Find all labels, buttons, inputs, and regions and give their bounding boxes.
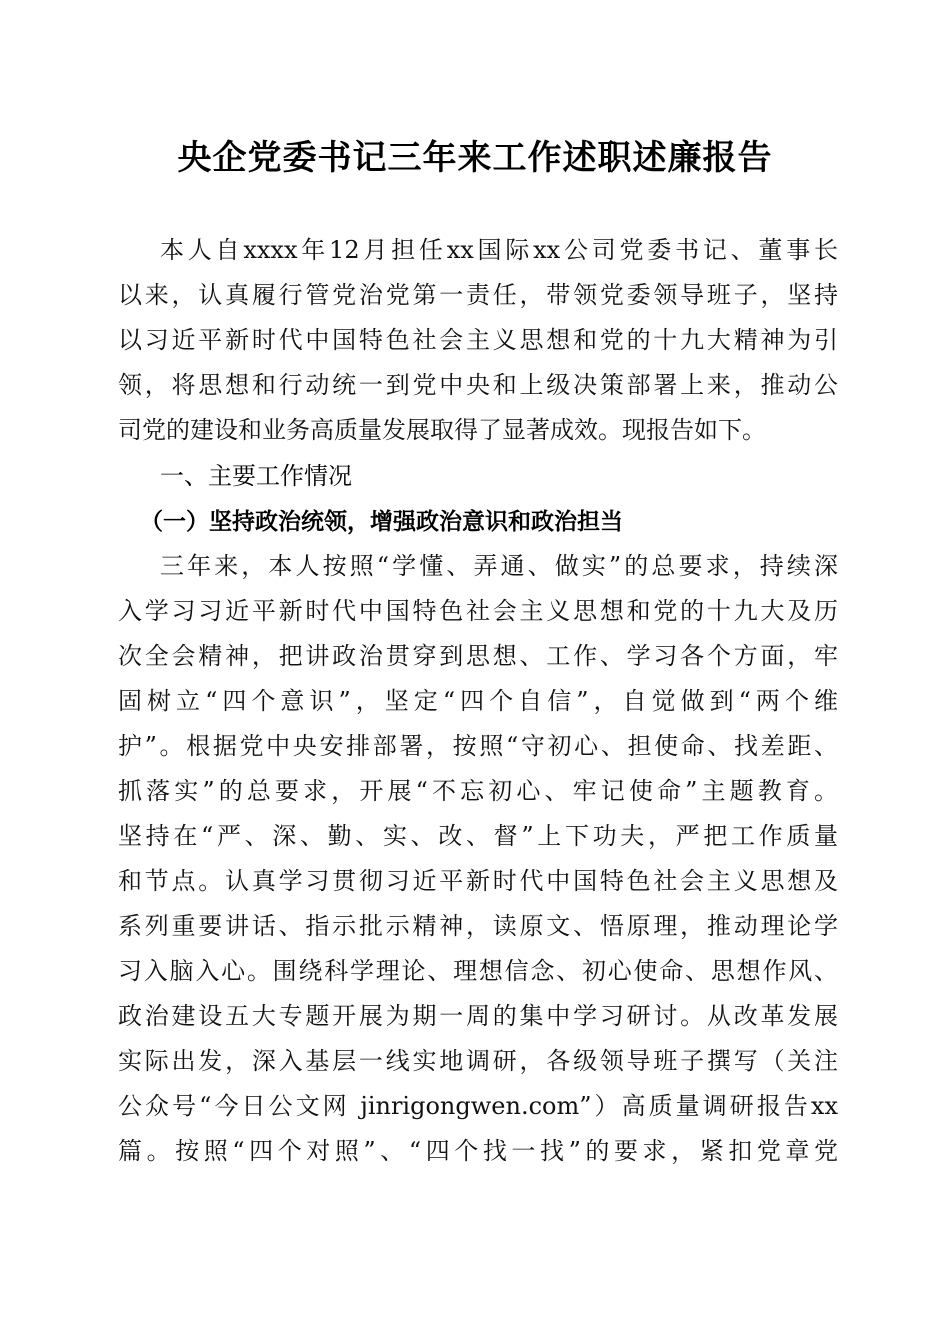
paragraph-line: 政治建设五大专题开展为期一周的集中学习研讨。从改革发展 [118, 1002, 838, 1030]
intro-line: 领，将思想和行动统一到党中央和上级决策部署上来，推动公 [118, 371, 838, 399]
paragraph-line: 抓落实”的总要求，开展“不忘初心、牢记使命”主题教育。 [118, 777, 838, 805]
intro-line: 以来，认真履行管党治党第一责任，带领党委领导班子，坚持 [118, 281, 838, 309]
section-heading: 一、主要工作情况 [160, 462, 352, 490]
intro-line: 司党的建设和业务高质量发展取得了显著成效。现报告如下。 [118, 416, 766, 444]
paragraph-line: 公众号“今日公文网 jinrigongwen.com”）高质量调研报告xx [118, 1092, 838, 1120]
paragraph-line: 坚持在“严、深、勤、实、改、督”上下功夫，严把工作质量 [118, 822, 838, 850]
paragraph-line: 篇。按照“四个对照”、“四个找一找”的要求，紧扣党章党 [118, 1137, 838, 1165]
paragraph-line: 实际出发，深入基层一线实地调研，各级领导班子撰写（关注 [118, 1047, 838, 1075]
paragraph-line: 固树立“四个意识”，坚定“四个自信”，自觉做到“两个维 [118, 687, 838, 715]
paragraph-line: 和节点。认真学习贯彻习近平新时代中国特色社会主义思想及 [118, 867, 838, 895]
paragraph-line: 次全会精神，把讲政治贯穿到思想、工作、学习各个方面，牢 [118, 642, 838, 670]
subsection-heading: （一）坚持政治统领，增强政治意识和政治担当 [140, 508, 623, 535]
section-paragraph [118, 544, 838, 1174]
paragraph-line: 三年来，本人按照“学懂、弄通、做实”的总要求，持续深 [160, 552, 838, 580]
intro-line: 本人自xxxx年12月担任xx国际xx公司党委书记、董事长 [160, 236, 838, 264]
paragraph-line: 系列重要讲话、指示批示精神，读原文、悟原理，推动理论学 [118, 912, 838, 940]
intro-line: 以习近平新时代中国特色社会主义思想和党的十九大精神为引 [118, 326, 838, 354]
intro-paragraph [118, 228, 838, 453]
paragraph-line: 护”。根据党中央安排部署，按照“守初心、担使命、找差距、 [118, 732, 838, 760]
paragraph-line: 习入脑入心。围绕科学理论、理想信念、初心使命、思想作风、 [118, 957, 838, 985]
paragraph-line: 入学习习近平新时代中国特色社会主义思想和党的十九大及历 [118, 597, 838, 625]
document-title: 央企党委书记三年来工作述职述廉报告 [177, 138, 773, 178]
